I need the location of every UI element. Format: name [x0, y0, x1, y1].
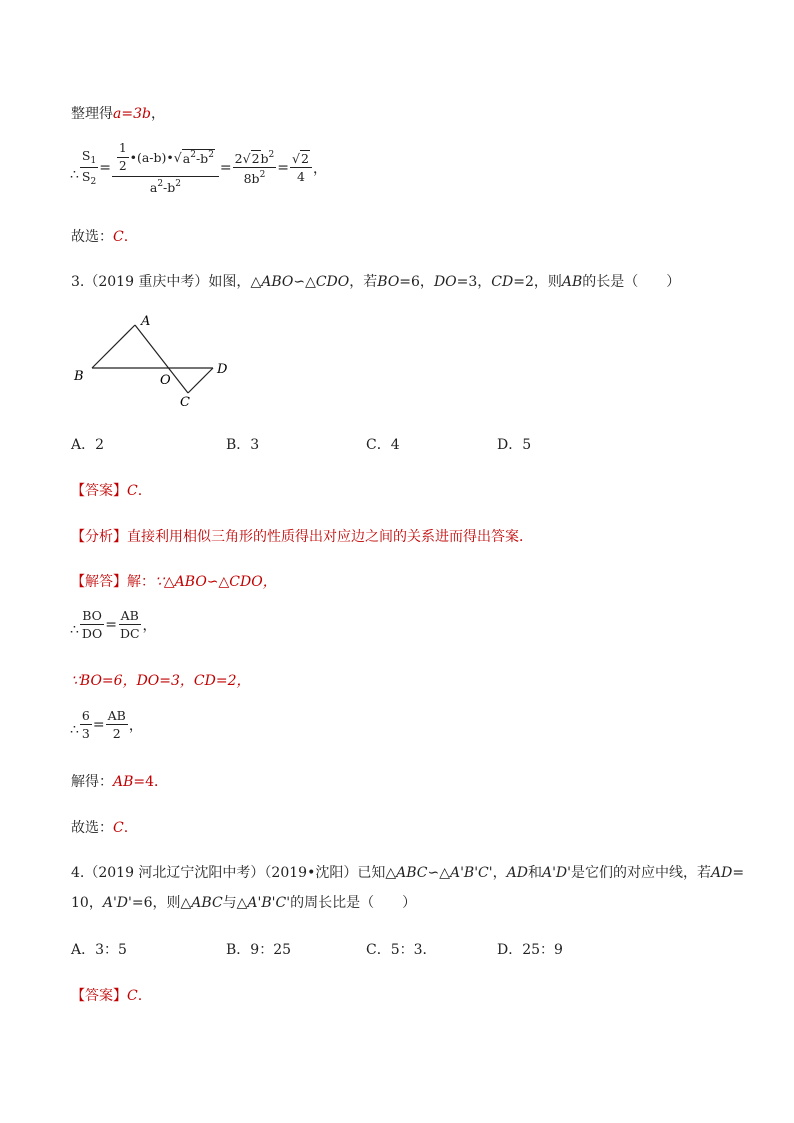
- choice-end: .: [123, 229, 129, 245]
- q4-abc: △ABC: [180, 895, 223, 911]
- q4-stem-end: 的周长比是（ ）: [290, 895, 417, 911]
- choice-end: .: [123, 820, 129, 836]
- answer-value: C: [127, 483, 138, 499]
- answer-end: .: [137, 988, 143, 1004]
- radical-sign: √: [173, 149, 182, 165]
- frac3-den: 3: [81, 726, 90, 742]
- label-d: D: [217, 362, 228, 377]
- analysis-tag: 【分析】: [71, 529, 127, 545]
- q4-apdp2-val: =6，则: [131, 895, 181, 911]
- rad-b-exp: 2: [208, 150, 214, 161]
- q4-option-b: B．9：25: [226, 942, 292, 958]
- frac2-den: DC: [119, 626, 140, 642]
- q3-bo-val: =6，: [399, 274, 434, 290]
- den-a: a: [149, 179, 158, 195]
- half-den: 2: [118, 158, 127, 173]
- rad-2b: 2: [300, 151, 309, 167]
- q3-substitution-line: [70, 709, 143, 742]
- q3-answer: [71, 480, 142, 500]
- ab-dc-fraction: [118, 609, 142, 642]
- simplify-line: [71, 103, 165, 123]
- q3-similarity: △ABO∽△CDO: [250, 274, 350, 290]
- q3-stem-mid: ，若: [349, 274, 378, 290]
- label-b: B: [74, 369, 84, 384]
- q3-given-line: ∵BO=6，DO=3，CD=2，: [71, 673, 251, 689]
- rad-2a: 2: [251, 151, 260, 167]
- answer-end: .: [137, 483, 143, 499]
- q3-stem-prefix: 3.（2019 重庆中考）如图，: [71, 274, 251, 290]
- q4-and: 和: [527, 865, 542, 881]
- den-8b: 8b: [243, 171, 260, 187]
- therefore-symbol: ∴: [70, 722, 79, 739]
- q3-option-b: B．3: [226, 437, 260, 453]
- equals-1: =: [99, 160, 111, 177]
- frac1-num: BO: [80, 609, 104, 625]
- half-fraction: [117, 142, 129, 174]
- q4-stem-line2: [71, 892, 416, 912]
- q4-stem-mid: ，: [492, 865, 507, 881]
- q4-ad-val: 10，: [71, 895, 103, 911]
- q3-stem: [71, 271, 680, 291]
- tail-comma: ，: [312, 161, 327, 178]
- frac3-num: 6: [80, 709, 92, 725]
- rad-a: a: [182, 151, 191, 167]
- q4-answer: [71, 985, 142, 1005]
- den-b-exp: 2: [175, 178, 182, 189]
- choice-value: C: [113, 820, 124, 836]
- answer-value: C: [127, 988, 138, 1004]
- q3-option-d: D．5: [497, 437, 532, 453]
- q4-stem-prefix: 4.（2019 河北辽宁沈阳中考）（2019•沈阳）已知: [71, 865, 386, 881]
- den-4: 4: [297, 169, 305, 185]
- q3-ratio-line: [70, 609, 157, 642]
- den-minus: -b: [163, 179, 176, 195]
- q4-apdp: A'D': [541, 865, 572, 881]
- solve-prefix: 解得：: [71, 774, 113, 790]
- q3-do: DO: [433, 274, 457, 290]
- q4-apdp2: A'D': [102, 895, 132, 911]
- q3-cd: CD: [491, 274, 514, 290]
- frac1-den: DO: [81, 626, 103, 642]
- comma: ，: [142, 618, 157, 635]
- therefore-symbol: ∴: [70, 622, 79, 639]
- equals-2: =: [219, 160, 232, 177]
- segment-dc: [188, 368, 213, 393]
- q3-solution-intro: [71, 571, 277, 591]
- analysis-text: 直接利用相似三角形的性质得出对应边之间的关系进而得出答案．: [127, 529, 533, 545]
- therefore-symbol: ∴: [70, 167, 79, 184]
- q4-similarity: △ABC∽△A'B'C': [385, 865, 493, 881]
- q3-option-c: C．4: [366, 437, 400, 453]
- q4-apbpcp: △A'B'C': [236, 895, 291, 911]
- answer-tag: 【答案】: [71, 483, 127, 499]
- sqrt2-over-4: $\frac{√2}{4}$: [290, 152, 312, 185]
- equals: =: [105, 617, 117, 634]
- q4-option-d: D．25：9: [497, 942, 563, 958]
- half-num: 1: [117, 142, 129, 158]
- q3-option-a: A．2: [71, 437, 105, 453]
- q4-option-c: C．5：3．: [366, 942, 437, 958]
- sqrt2-b2-fraction: $\frac{2√2b^2}{8b^2}$: [234, 150, 275, 187]
- q4-ad2: AD: [711, 865, 733, 881]
- label-o: O: [160, 373, 171, 388]
- comma: ，: [128, 718, 143, 735]
- s2-sub: 2: [90, 177, 97, 188]
- frac4-num: AB: [106, 709, 128, 725]
- frac2-num: AB: [119, 609, 141, 625]
- b-letter: b: [260, 151, 269, 167]
- rad-a-exp: 2: [190, 150, 196, 161]
- solve-var: AB: [113, 774, 134, 790]
- equals: =: [92, 717, 105, 734]
- segment-ba: [92, 325, 135, 368]
- q3-ab: AB: [561, 274, 583, 290]
- big-fraction: [112, 142, 219, 195]
- simplify-prefix: 整理得: [71, 106, 113, 122]
- simplify-expr: a=3b: [113, 106, 151, 122]
- ab-two-fraction: [106, 709, 128, 742]
- solution-rel: ∵△ABO∽△CDO，: [155, 574, 277, 590]
- dot-expr: •(a-b)•: [129, 149, 174, 165]
- q3-bo: BO: [377, 274, 400, 290]
- q4-stem-line1: [71, 862, 744, 882]
- bo-do-fraction: [80, 609, 104, 642]
- solve-val: =4．: [133, 774, 169, 790]
- s-ratio-fraction: [80, 149, 98, 188]
- s1-letter: S: [81, 148, 91, 164]
- q4-and2: 与: [222, 895, 237, 911]
- frac4-den: 2: [112, 726, 121, 742]
- answer-tag: 【答案】: [71, 988, 127, 1004]
- den-a-exp: 2: [157, 178, 164, 189]
- b-exp: 2: [268, 150, 275, 161]
- q3-choice-line: [71, 817, 128, 837]
- q3-do-val: =3，: [456, 274, 492, 290]
- q2-choice-line: [71, 226, 128, 246]
- q3-analysis: [71, 526, 533, 546]
- simplify-suffix: ，: [150, 106, 165, 122]
- s1-sub: 1: [90, 156, 97, 167]
- q4-eq: =: [732, 865, 745, 881]
- q3-solve-line: [71, 771, 168, 791]
- equals-3: =: [277, 160, 290, 177]
- q4-ad: AD: [506, 865, 528, 881]
- q4-option-a: A．3：5: [71, 942, 127, 958]
- q3-stem-end: 的长是（ ）: [582, 274, 681, 290]
- coef-2: 2: [234, 151, 243, 167]
- choice-value: C: [113, 229, 124, 245]
- label-c: C: [180, 395, 190, 410]
- solution-tag: 【解答】: [71, 574, 127, 590]
- six-three-fraction: [80, 709, 92, 742]
- rad-minus: -b: [195, 151, 209, 167]
- label-a: A: [141, 314, 151, 329]
- q3-cd-val: =2，则: [513, 274, 562, 290]
- solution-intro: 解：: [127, 574, 155, 590]
- choice-label: 故选：: [71, 229, 113, 245]
- choice-label: 故选：: [71, 820, 113, 836]
- q4-stem-tail: 是它们的对应中线，若: [571, 865, 712, 881]
- radicand: [182, 149, 215, 166]
- s2-letter: S: [81, 169, 91, 185]
- den-8b-exp: 2: [259, 170, 266, 181]
- area-ratio-formula: [70, 142, 327, 195]
- q3-triangle-figure: [60, 305, 260, 415]
